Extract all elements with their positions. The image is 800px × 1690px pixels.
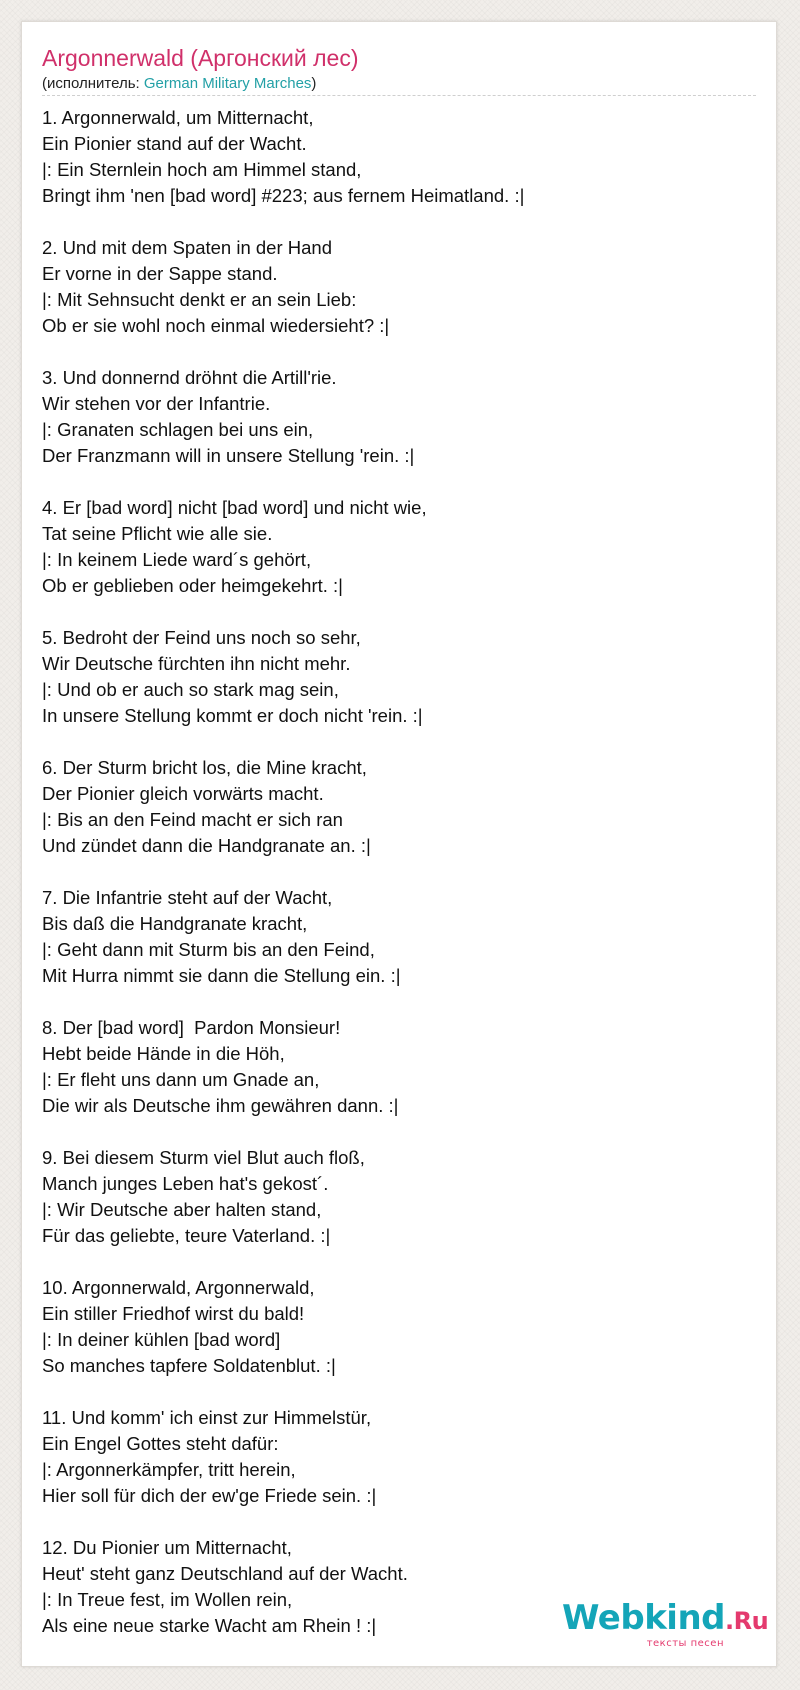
stanza xyxy=(42,105,762,209)
stanza xyxy=(42,1145,762,1249)
artist-suffix: ) xyxy=(311,75,317,92)
lyric-line: Hier soll für dich der ew'ge Friede sein. :| xyxy=(42,1485,377,1506)
lyric-line: So manches tapfere Soldatenblut. :| xyxy=(42,1355,336,1376)
lyric-line: Der Pionier gleich vorwärts macht. xyxy=(42,783,324,804)
lyric-line: Hebt beide Hände in die Höh, xyxy=(42,1043,285,1064)
lyrics-body xyxy=(42,105,762,1665)
lyric-line: Ob er geblieben oder heimgekehrt. :| xyxy=(42,575,343,596)
logo-domain-suffix: .Ru xyxy=(725,1607,769,1635)
stanza xyxy=(42,885,762,989)
lyric-line: 6. Der Sturm bricht los, die Mine kracht, xyxy=(42,757,367,778)
lyric-line: |: Bis an den Feind macht er sich ran xyxy=(42,809,343,830)
lyric-line: Er vorne in der Sappe stand. xyxy=(42,263,278,284)
lyric-line: |: In deiner kühlen [bad word] xyxy=(42,1329,281,1350)
lyric-line: In unsere Stellung kommt er doch nicht 'rein. :| xyxy=(42,705,423,726)
stanza xyxy=(42,495,762,599)
lyric-line: Tat seine Pflicht wie alle sie. xyxy=(42,523,273,544)
stanza xyxy=(42,365,762,469)
lyric-line: Wir Deutsche fürchten ihn nicht mehr. xyxy=(42,653,351,674)
lyric-line: |: In Treue fest, im Wollen rein, xyxy=(42,1589,293,1610)
title-divider xyxy=(42,95,756,96)
lyric-line: Für das geliebte, teure Vaterland. :| xyxy=(42,1225,331,1246)
lyric-line: Bringt ihm 'nen [bad word] #223; aus fernem Heimatland. :| xyxy=(42,185,525,206)
lyric-line: |: Geht dann mit Sturm bis an den Feind, xyxy=(42,939,375,960)
stanza xyxy=(42,755,762,859)
lyric-line: Ob er sie wohl noch einmal wiedersieht? :| xyxy=(42,315,390,336)
lyric-line: Wir stehen vor der Infantrie. xyxy=(42,393,271,414)
lyric-line: Der Franzmann will in unsere Stellung 'rein. :| xyxy=(42,445,415,466)
lyric-line: 10. Argonnerwald, Argonnerwald, xyxy=(42,1277,315,1298)
stanza xyxy=(42,625,762,729)
lyric-line: Heut' steht ganz Deutschland auf der Wacht. xyxy=(42,1563,408,1584)
lyric-line: Die wir als Deutsche ihm gewähren dann. :| xyxy=(42,1095,399,1116)
lyric-line: 11. Und komm' ich einst zur Himmelstür, xyxy=(42,1407,372,1428)
lyric-line: |: Ein Sternlein hoch am Himmel stand, xyxy=(42,159,362,180)
song-title: Argonnerwald (Аргонский лес) xyxy=(42,45,359,71)
lyric-line: |: Mit Sehnsucht denkt er an sein Lieb: xyxy=(42,289,357,310)
stanza xyxy=(42,1015,762,1119)
lyric-line: 8. Der [bad word] Pardon Monsieur! xyxy=(42,1017,341,1038)
lyric-line: 1. Argonnerwald, um Mitternacht, xyxy=(42,107,314,128)
lyric-line: Ein stiller Friedhof wirst du bald! xyxy=(42,1303,305,1324)
lyric-line: |: Granaten schlagen bei uns ein, xyxy=(42,419,314,440)
lyric-line: Ein Pionier stand auf der Wacht. xyxy=(42,133,307,154)
lyric-line: 3. Und donnernd dröhnt die Artill'rie. xyxy=(42,367,337,388)
lyric-line: 5. Bedroht der Feind uns noch so sehr, xyxy=(42,627,361,648)
site-logo[interactable] xyxy=(562,1598,769,1649)
lyric-line: |: Er fleht uns dann um Gnade an, xyxy=(42,1069,320,1090)
lyric-line: |: Argonnerkämpfer, tritt herein, xyxy=(42,1459,296,1480)
logo-wordmark xyxy=(562,1598,769,1639)
logo-main-text: Webkind xyxy=(562,1598,725,1638)
lyric-line: |: Und ob er auch so stark mag sein, xyxy=(42,679,339,700)
lyric-line: Bis daß die Handgranate kracht, xyxy=(42,913,308,934)
lyric-line: Mit Hurra nimmt sie dann die Stellung ein. :| xyxy=(42,965,401,986)
lyric-line: Manch junges Leben hat's gekost´. xyxy=(42,1173,329,1194)
logo-tagline: тексты песен xyxy=(646,1638,724,1649)
lyric-line: Und zündet dann die Handgranate an. :| xyxy=(42,835,371,856)
stanza xyxy=(42,235,762,339)
lyrics-card xyxy=(21,21,777,1667)
stanza xyxy=(42,1405,762,1509)
lyric-line: Als eine neue starke Wacht am Rhein ! :| xyxy=(42,1615,377,1636)
artist-link[interactable]: German Military Marches xyxy=(143,75,312,92)
lyric-line: 4. Er [bad word] nicht [bad word] und nicht wie, xyxy=(42,497,427,518)
stanza xyxy=(42,1275,762,1379)
lyric-line: 9. Bei diesem Sturm viel Blut auch floß, xyxy=(42,1147,365,1168)
lyric-line: 7. Die Infantrie steht auf der Wacht, xyxy=(42,887,333,908)
artist-line xyxy=(42,74,316,94)
lyric-line: 2. Und mit dem Spaten in der Hand xyxy=(42,237,332,258)
lyric-line: Ein Engel Gottes steht dafür: xyxy=(42,1433,279,1454)
lyric-line: |: Wir Deutsche aber halten stand, xyxy=(42,1199,322,1220)
lyric-line: 12. Du Pionier um Mitternacht, xyxy=(42,1537,292,1558)
lyric-line: |: In keinem Liede ward´s gehört, xyxy=(42,549,312,570)
artist-prefix: (исполнитель: xyxy=(42,75,144,92)
